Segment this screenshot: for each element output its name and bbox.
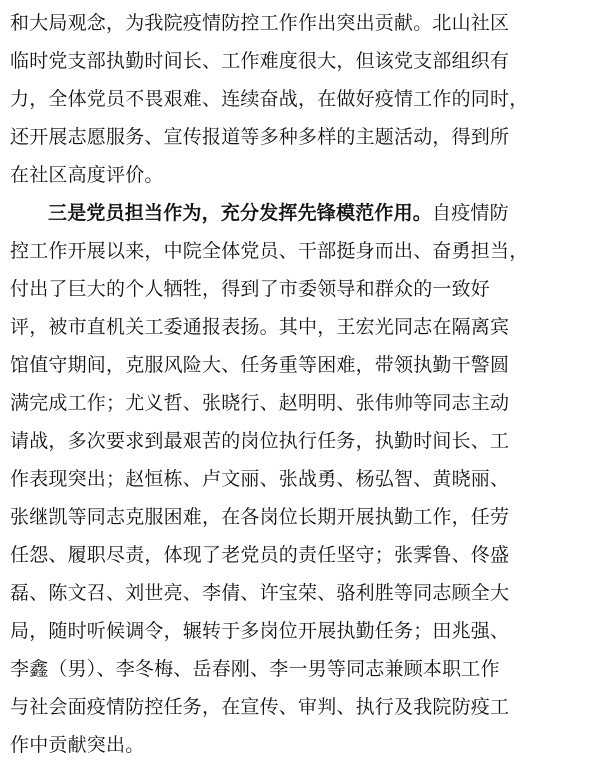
paragraph-1-line: 力，全体党员不畏艰难、连续奋战，在做好疫情工作的同时，	[10, 88, 529, 110]
paragraph-2-line: 作中贡献突出。	[10, 734, 145, 756]
paragraph-2-line: 任怨、履职尽责，体现了老党员的责任坚守；张霁鲁、佟盛	[10, 544, 510, 566]
paragraph-1-line: 还开展志愿服务、宣传报道等多种多样的主题活动，得到所	[10, 126, 510, 148]
paragraph-2-line: 馆值守期间，克服风险大、任务重等困难，带领执勤干警圆	[10, 354, 510, 376]
paragraph-2-line: 与社会面疫情防控任务，在宣传、审判、执行及我院防疫工	[10, 696, 510, 718]
paragraph-2	[10, 194, 606, 764]
paragraph-2-line: 控工作开展以来，中院全体党员、干部挺身而出、奋勇担当，	[10, 240, 529, 262]
paragraph-2-heading: 三是党员担当作为，充分发挥先锋模范作用。	[48, 202, 433, 224]
paragraph-2-line: 磊、陈文召、刘世亮、李倩、许宝荣、骆利胜等同志顾全大	[10, 582, 510, 604]
paragraph-2-line: 张继凯等同志克服困难，在各岗位长期开展执勤工作，任劳	[10, 506, 510, 528]
paragraph-1	[10, 4, 606, 194]
paragraph-2-line: 局，随时听候调令，辗转于多岗位开展执勤任务；田兆强、	[10, 620, 510, 642]
paragraph-2-line: 请战，多次要求到最艰苦的岗位执行任务，执勤时间长、工	[10, 430, 510, 452]
paragraph-2-first-line	[10, 194, 606, 232]
paragraph-2-line: 付出了巨大的个人牺牲，得到了市委领导和群众的一致好	[10, 278, 491, 300]
paragraph-2-line: 作表现突出；赵恒栋、卢文丽、张战勇、杨弘智、黄晓丽、	[10, 468, 510, 490]
paragraph-1-line: 和大局观念，为我院疫情防控工作作出突出贡献。北山社区	[10, 12, 510, 34]
paragraph-2-line: 李鑫（男）、李冬梅、岳春刚、李一男等同志兼顾本职工作	[10, 658, 500, 680]
paragraph-2-line: 满完成工作；尤义哲、张晓行、赵明明、张伟帅等同志主动	[10, 392, 510, 414]
paragraph-2-first-line-text: 自疫情防	[432, 202, 509, 224]
paragraph-1-line: 临时党支部执勤时间长、工作难度很大，但该党支部组织有	[10, 50, 510, 72]
paragraph-2-line: 评，被市直机关工委通报表扬。其中，王宏光同志在隔离宾	[10, 316, 510, 338]
paragraph-1-line: 在社区高度评价。	[10, 164, 164, 186]
